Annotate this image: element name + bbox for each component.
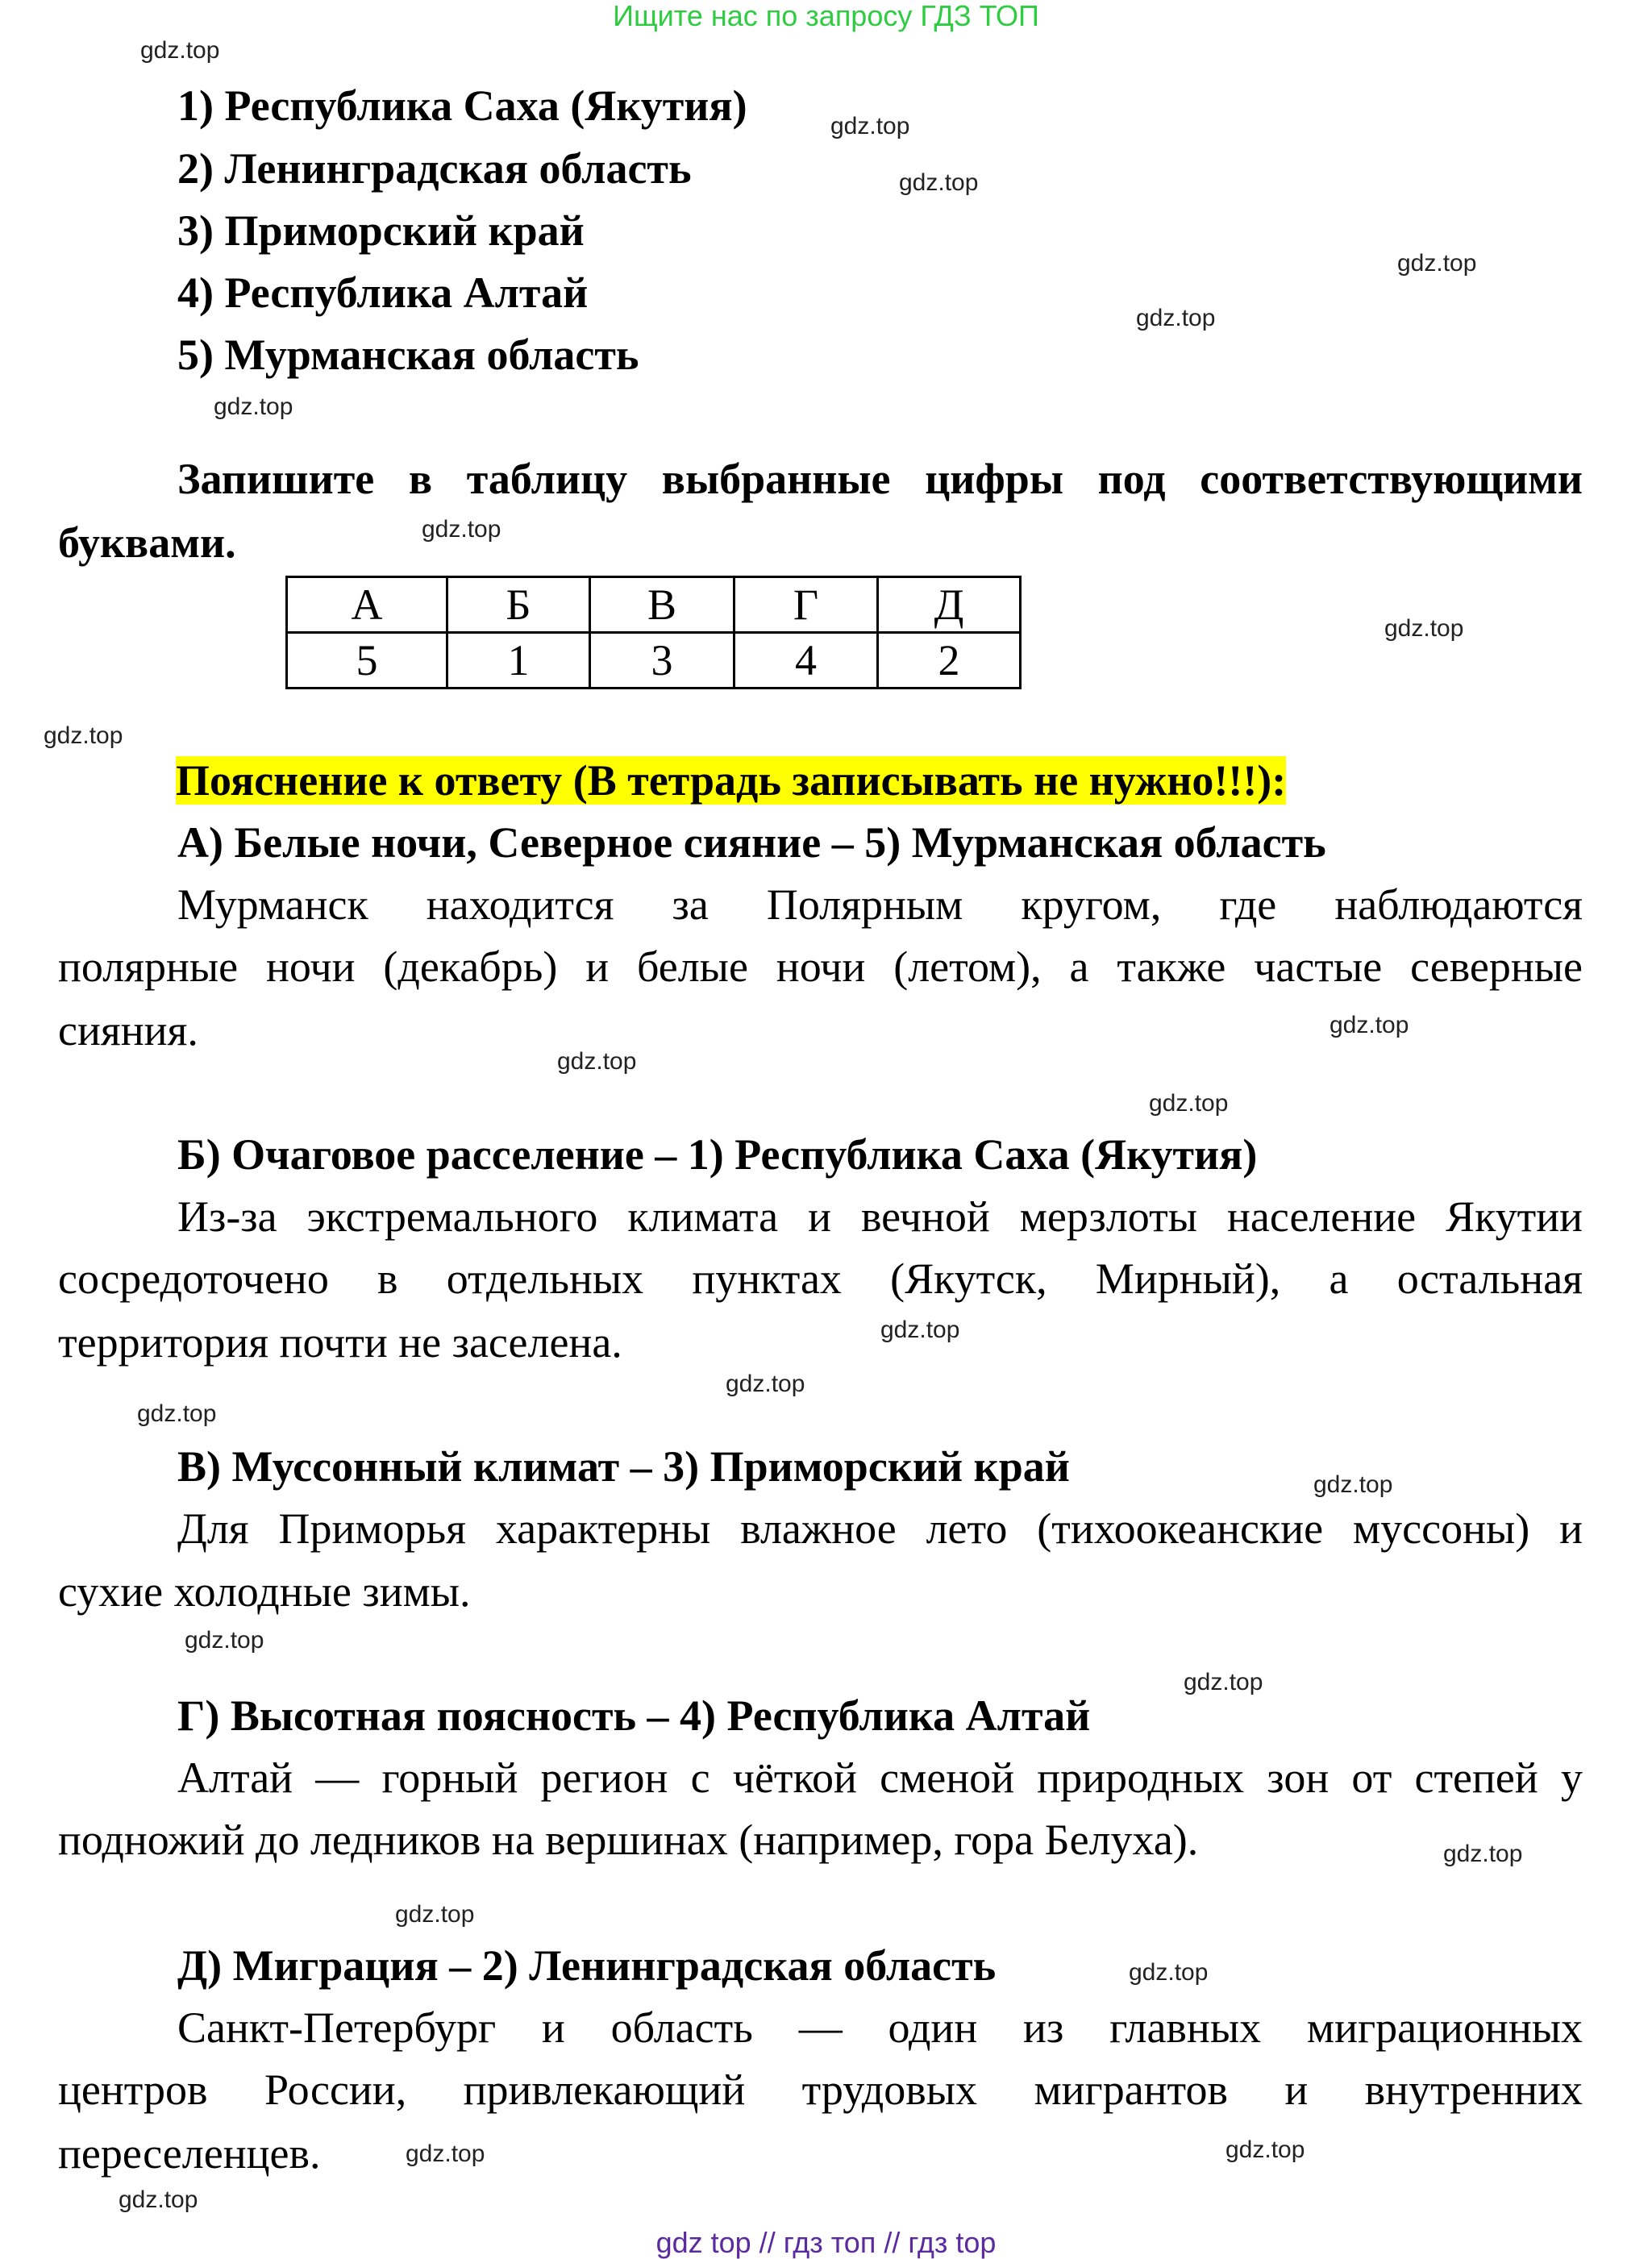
watermark: gdz.top xyxy=(140,37,220,64)
watermark: gdz.top xyxy=(422,516,501,543)
section-text-line: Мурманск находится за Полярным кругом, где наблюдаются xyxy=(177,880,1583,929)
watermark: gdz.top xyxy=(1129,1959,1209,1986)
table-header-cell: Г xyxy=(734,577,878,633)
section-heading: Б) Очаговое расселение – 1) Республика Саха (Якутия) xyxy=(177,1130,1258,1179)
section-text-line: Алтай — горный регион с чёткой сменой природных зон от степей у xyxy=(177,1754,1583,1802)
section-heading: А) Белые ночи, Северное сияние – 5) Мурманская область xyxy=(177,818,1326,867)
section-text-line: Санкт-Петербург и область — один из главных миграционных xyxy=(177,2003,1583,2052)
section-text-line: сияния. xyxy=(58,1006,198,1055)
watermark: gdz.top xyxy=(395,1901,475,1928)
watermark: gdz.top xyxy=(1397,250,1477,277)
table-header-cell: Д xyxy=(878,577,1021,633)
watermark: gdz.top xyxy=(1443,1841,1523,1867)
answer-table xyxy=(285,576,1022,689)
watermark: gdz.top xyxy=(557,1048,637,1075)
option-item: 3) Приморский край xyxy=(177,206,585,255)
section-heading: В) Муссонный климат – 3) Приморский край xyxy=(177,1442,1070,1491)
watermark: gdz.top xyxy=(830,113,910,139)
watermark: gdz.top xyxy=(726,1371,805,1397)
watermark: gdz.top xyxy=(899,169,979,196)
table-header-cell: Б xyxy=(447,577,590,633)
watermark: gdz.top xyxy=(1184,1669,1263,1695)
section-text-line: подножий до ледников на вершинах (например, гора Белуха). xyxy=(58,1816,1199,1864)
watermark: gdz.top xyxy=(185,1627,264,1654)
section-text-line: переселенцев. xyxy=(58,2129,321,2178)
watermark: gdz.top xyxy=(137,1400,217,1427)
table-cell: 3 xyxy=(590,633,734,689)
section-text-line: полярные ночи (декабрь) и белые ночи (летом), а также частые северные xyxy=(58,942,1583,991)
section-text-line: центров России, привлекающий трудовых мигрантов и внутренних xyxy=(58,2066,1583,2114)
option-item: 2) Ленинградская область xyxy=(177,144,692,193)
table-cell: 5 xyxy=(287,633,447,689)
section-text-line: Для Приморья характерны влажное лето (тихоокеанские муссоны) и xyxy=(177,1504,1583,1553)
watermark: gdz.top xyxy=(1225,2136,1305,2163)
watermark: gdz.top xyxy=(1313,1471,1393,1498)
table-cell: 1 xyxy=(447,633,590,689)
option-item: 1) Республика Саха (Якутия) xyxy=(177,81,747,130)
section-text-line: сосредоточено в отдельных пунктах (Якутск, Мирный), а остальная xyxy=(58,1254,1583,1303)
table-header-cell: А xyxy=(287,577,447,633)
search-banner[interactable]: Ищите нас по запросу ГДЗ ТОП xyxy=(613,0,1039,32)
section-text-line: сухие холодные зимы. xyxy=(58,1567,471,1616)
watermark: gdz.top xyxy=(214,393,293,420)
watermark: gdz.top xyxy=(1136,305,1216,331)
instruction-line: буквами. xyxy=(58,518,236,567)
table-row xyxy=(287,633,1021,689)
section-text-line: Из-за экстремального климата и вечной мерзлоты население Якутии xyxy=(177,1192,1583,1241)
option-item: 5) Мурманская область xyxy=(177,331,639,379)
section-text-line: территория почти не заселена. xyxy=(58,1318,622,1367)
table-cell: 4 xyxy=(734,633,878,689)
section-heading: Д) Миграция – 2) Ленинградская область xyxy=(177,1941,997,1990)
explanation-title: Пояснение к ответу (В тетрадь записывать не нужно!!!): xyxy=(176,756,1287,805)
table-header-row xyxy=(287,577,1021,633)
watermark: gdz.top xyxy=(880,1317,960,1343)
watermark: gdz.top xyxy=(1330,1012,1409,1038)
watermark: gdz.top xyxy=(44,722,123,749)
watermark: gdz.top xyxy=(406,2140,485,2167)
watermark: gdz.top xyxy=(1384,615,1464,642)
instruction-line: Запишите в таблицу выбранные цифры под соответствующими xyxy=(177,455,1583,503)
watermark: gdz.top xyxy=(1149,1090,1229,1117)
footer-links[interactable]: gdz top // гдз топ // гдз top xyxy=(655,2226,997,2259)
section-heading: Г) Высотная поясность – 4) Республика Алтай xyxy=(177,1691,1091,1740)
option-item: 4) Республика Алтай xyxy=(177,268,589,317)
table-cell: 2 xyxy=(878,633,1021,689)
table-header-cell: В xyxy=(590,577,734,633)
watermark: gdz.top xyxy=(119,2186,198,2213)
